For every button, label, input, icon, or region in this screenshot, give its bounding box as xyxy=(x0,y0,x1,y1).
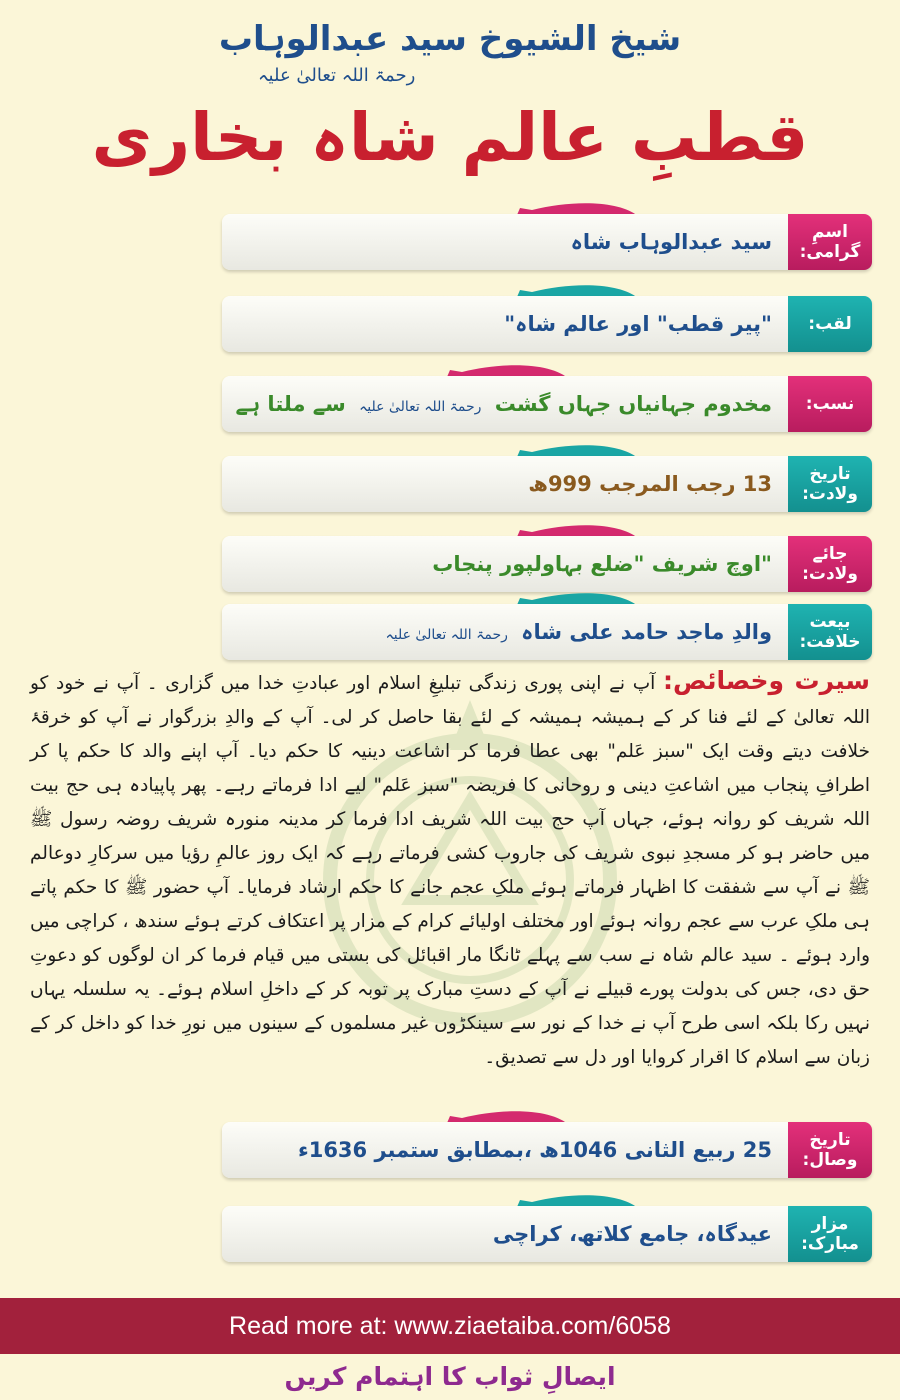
info-value-suffix: سے ملتا ہے xyxy=(235,392,346,416)
info-value: مخدوم جہانیاں جہاں گشت xyxy=(494,392,772,416)
info-row-name xyxy=(222,214,872,270)
read-more-link[interactable]: Read more at: www.ziaetaiba.com/6058 xyxy=(0,1298,900,1354)
info-value-group xyxy=(236,376,772,432)
info-value: "پیر قطب" اور عالم شاہ" xyxy=(504,312,772,336)
info-label: لقب: xyxy=(788,296,872,352)
biography-text xyxy=(30,664,870,1075)
page-title: قطبِ عالم شاہ بخاری xyxy=(91,99,809,176)
info-value: "اوچ شریف "ضلع بہاولپور پنجاب xyxy=(432,552,772,576)
honorific: رحمۃ اللہ تعالیٰ علیہ xyxy=(359,399,482,415)
info-value: 13 رجب المرجب 999ھ xyxy=(528,472,772,496)
info-label: مزار مبارک: xyxy=(788,1206,872,1262)
info-label: تاریخ وصال: xyxy=(788,1122,872,1178)
info-row-title xyxy=(222,296,872,352)
info-row-birth-place xyxy=(222,536,872,592)
info-value-group xyxy=(380,604,772,660)
info-label: اسمِ گرامی: xyxy=(788,214,872,270)
info-value: 25 ربیع الثانی 1046ھ ،بمطابق ستمبر 1636ء xyxy=(297,1138,772,1162)
biography-body: آپ نے اپنی پوری زندگی تبلیغِ اسلام اور عبادتِ خدا میں گزاری ۔ آپ نے خود کو اللہ تعالیٰ کے لئے فنا کر کے ہمیشہ ہمیشہ کے لئے بقا حاصل کر لی۔ آپ کے والدِ بزرگوار نے آپ کو خرقۂ خلافت دیتے وقت ایک "سبز عَلم" بھی عطا فرما کر اشاعت دینیہ کا حکم دیا۔ آپ اپنے والد کا حکم پا کر اطرافِ پنجاب میں اشاعتِ دینی و روحانی کا فریضہ "سبز عَلم" لیے ادا فرماتے رہے۔ پھر پاپیادہ ہی حج بیت اللہ شریف کو روانہ ہوئے، جہاں آپ حج بیت اللہ شریف ادا فرما کر مدینہ منورہ شریف روضہ رسول ﷺ میں حاضر ہو کر مسجدِ نبوی شریف کی جاروب کشی فرماتے رہے کہ ایک روز عالمِ رؤیا میں سرکارِ دوعالم ﷺ نے آپ سے شفقت کا اظہار فرماتے ہوئے ملکِ عجم جانے کا حکم ارشاد فرمایا۔ آپ حضور ﷺ کا حکم پاتے ہی ملکِ عرب سے عجم روانہ ہوئے اور مختلف اولیائے کرام کے مزار پر اعتکاف کرتے ہوئے سندھ ، کراچی میں وارد ہوئے ۔ سید عالم شاہ نے سب سے پہلے ٹانگا مار اقبائل کی بستی میں قیام فرما کر ان لوگوں کو دعوتِ حق دی، جس کی بدولت پورے قبیلے نے آپ کے دستِ مبارک پر توبہ کر کے داخلِ اسلام ہوئے۔ یہ سلسلہ یہاں نہیں رکا بلکہ اسی طرح آپ نے خدا کے نور سے سینکڑوں غیر مسلموں کے سینوں میں نورِ خدا کو داخل کر کے زبان سے اسلام کا اقرار کروایا اور دل سے تصدیق۔ xyxy=(30,673,870,1068)
info-row-allegiance xyxy=(222,604,872,660)
info-value: سید عبدالوہاب شاہ xyxy=(570,230,772,254)
title-honorific: رحمۃ اللہ تعالیٰ علیہ xyxy=(258,65,416,86)
biography-heading: سیرت وخصائص: xyxy=(662,666,870,695)
info-label: بیعت خلافت: xyxy=(788,604,872,660)
info-label: جائے ولادت: xyxy=(788,536,872,592)
info-value: والدِ ماجد حامد علی شاہ xyxy=(521,620,772,644)
info-value: عیدگاہ، جامع کلاتھ، کراچی xyxy=(492,1222,772,1246)
info-label: نسب: xyxy=(788,376,872,432)
info-row-shrine xyxy=(222,1206,872,1262)
page-subtitle: شیخ الشیوخ سید عبدالوہاب xyxy=(218,19,682,59)
info-row-lineage xyxy=(222,376,872,432)
info-field xyxy=(222,214,872,270)
info-row-death-date xyxy=(222,1122,872,1178)
info-label: تاریخ ولادت: xyxy=(788,456,872,512)
info-row-birth-date xyxy=(222,456,872,512)
honorific: رحمۃ اللہ تعالیٰ علیہ xyxy=(385,627,508,643)
footer-note: ایصالِ ثواب کا اہتمام کریں xyxy=(284,1362,616,1391)
